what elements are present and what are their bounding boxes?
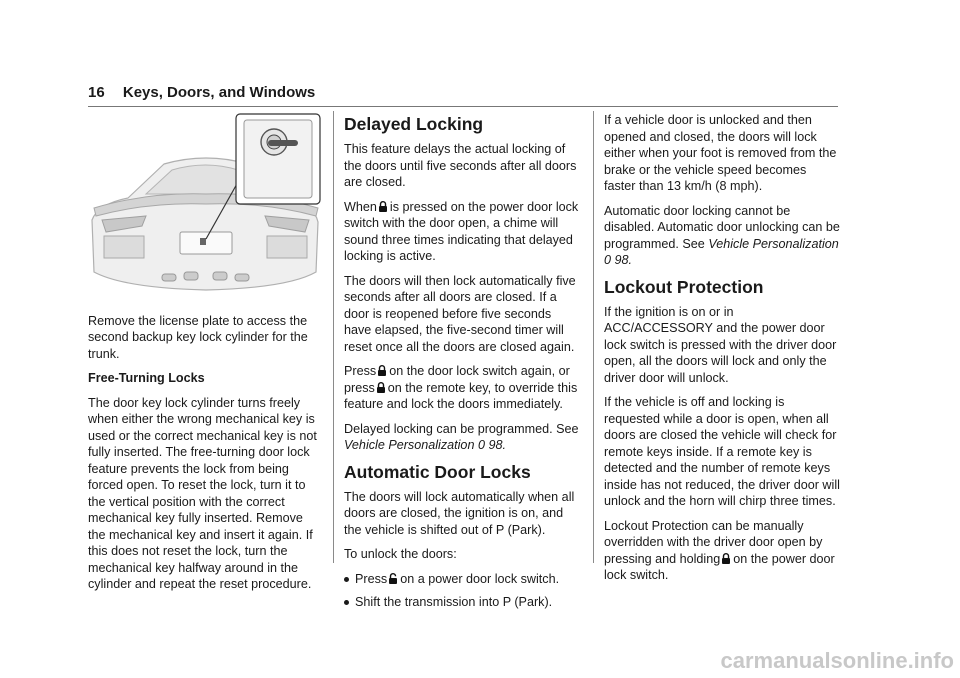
- lockout-p3: If the ignition is on or in ACC/ACCESSORY and the power door lock switch is pressed with the driver door open, all the doors will lock and only the driver door will unlock.: [604, 304, 837, 385]
- lock-icon: [378, 201, 388, 212]
- bullet2: Shift the transmission into P (Park).: [355, 595, 553, 609]
- lock-icon: [376, 382, 386, 393]
- subheading-free-turning-locks: Free-Turning Locks: [88, 371, 205, 385]
- delayed-p4-d: on the remote key, to override this feature and lock the doors immediately.: [344, 380, 578, 411]
- lock-icon: [377, 365, 387, 376]
- bullet-icon: [344, 600, 349, 605]
- delayed-p4-c: or press: [344, 364, 570, 395]
- bullet1-a: Press: [355, 571, 388, 586]
- unlock-steps-list: [344, 571, 580, 611]
- list-item: [344, 594, 580, 611]
- auto-p7: To unlock the doors:: [344, 547, 457, 561]
- rear-trunk-illustration: [88, 112, 323, 302]
- lock-icon: [721, 553, 731, 564]
- page-number: 16: [88, 84, 105, 101]
- xref-page[interactable]: 0 98.: [477, 438, 506, 452]
- column-3: [604, 112, 840, 592]
- lockout-p5-a: Lockout Protection can be manually overridden with the driver door open by pressing and holding: [604, 518, 823, 566]
- auto-p2: [604, 203, 840, 269]
- column-divider-2: [593, 111, 594, 563]
- auto-p6: The doors will lock automatically when all doors are closed, the ignition is on, and the vehicle is shifted out of P (Park).: [344, 489, 575, 537]
- free-turning-body: The door key lock cylinder turns freely when either the wrong mechanical key is used or the correct mechanical key is not fully inserted. The free-turning door lock feature prevents the lock from being forced open. To reset the lock, turn it to the vertical position with the correct mechanical key fully inserted. Remove the mechanical key and insert it again. If this does not reset the lock, turn the mechanical key halfway around in the cylinder and repeat the reset procedure.: [88, 395, 317, 591]
- column-1: [88, 112, 323, 601]
- xref-vehicle-personalization[interactable]: Vehicle Personalization: [344, 438, 475, 452]
- figure-caption: Remove the license plate to access the second backup key lock cylinder for the trunk.: [88, 313, 308, 361]
- unlock-icon: [388, 573, 398, 584]
- auto-p2-a: Automatic door locking cannot be disabled. Automatic door unlocking can be programmed. See: [604, 203, 840, 251]
- bullet1-b: on a power door lock switch.: [400, 571, 560, 586]
- xref-page[interactable]: 0 98.: [604, 253, 633, 267]
- heading-automatic-door-locks: Automatic Door Locks: [344, 461, 531, 482]
- watermark: carmanualsonline.info: [720, 648, 954, 673]
- delayed-p4: [344, 363, 580, 413]
- column-2: [344, 112, 580, 618]
- delayed-p2-a: When: [344, 199, 377, 214]
- delayed-p3: The doors will then lock automatically five seconds after all doors are closed. If a door is reopened before five seconds have elapsed, the five-second timer will reset once all the doors are closed again.: [344, 273, 576, 354]
- lockout-p5: [604, 518, 840, 584]
- lockout-p5-b: on the power door lock switch.: [604, 551, 835, 582]
- delayed-p2: [344, 199, 580, 265]
- xref-vehicle-personalization[interactable]: Vehicle Personalization: [708, 236, 839, 251]
- heading-lockout-protection: Lockout Protection: [604, 276, 764, 297]
- delayed-p4-a: Press: [344, 364, 377, 378]
- section-title: Keys, Doors, and Windows: [122, 84, 316, 101]
- delayed-p5-a: Delayed locking can be programmed. See: [344, 421, 579, 436]
- delayed-p4-b: on the door lock switch again,: [389, 364, 556, 378]
- column-divider-1: [333, 111, 334, 563]
- lockout-p4: If the vehicle is off and locking is requested while a door is open, when all doors are closed the vehicle will check for remote keys inside. If a remote key is detected and the number of remote keys inside has not reduced, the driver door will unlock and the horn will chirp three times.: [604, 395, 840, 508]
- delayed-p1: This feature delays the actual locking of the doors until five seconds after all doors are closed.: [344, 142, 577, 189]
- list-item: [344, 571, 580, 588]
- auto-p1: If a vehicle door is unlocked and then opened and closed, the doors will lock either when your foot is removed from the brake or the vehicle speed becomes faster than 13 km/h (8 mph).: [604, 113, 837, 193]
- page-header: [88, 84, 838, 107]
- heading-delayed-locking: Delayed Locking: [344, 114, 484, 134]
- delayed-p2-b: is pressed on the power door lock switch with the door open, a chime will sound three times indicating that delayed locking is active.: [344, 199, 579, 263]
- bullet-icon: [344, 577, 349, 582]
- delayed-p5: [344, 421, 580, 454]
